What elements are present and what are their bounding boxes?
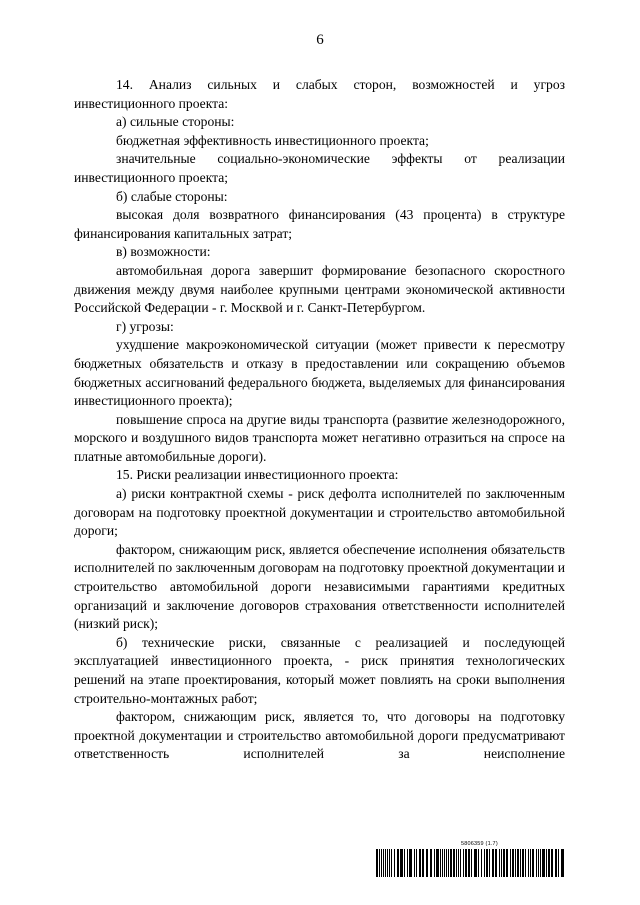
barcode-bar (503, 849, 505, 877)
barcode-bar (448, 849, 449, 877)
barcode-bar (463, 849, 464, 877)
barcode-bar (397, 849, 399, 877)
paragraph-strengths-label: а) сильные стороны: (116, 114, 235, 130)
barcode-bar (538, 849, 539, 877)
paragraph-risk-a-mitigation: фактором, снижающим риск, является обеспечение исполнения обязательств исполнителей по заключенным договорам на подготовку проектной документации и строительство автомобильной дороги независимыми гарантиями кредитных организаций и заключение договоров страхования ответственности исполнителей (низкий риск); (74, 541, 565, 632)
barcode-bar (436, 849, 439, 877)
barcode-bar (525, 849, 526, 877)
paragraph-risk-b-mitigation: фактором, снижающим риск, является то, что договоры на подготовку проектной документации и строительство автомобильной дороги предусматривают ответственность исполнителей за неисполнение (74, 709, 565, 762)
barcode-bar (419, 849, 421, 877)
paragraph-heading-15: 15. Риски реализации инвестиционного проекта: (116, 467, 399, 483)
barcode-bar (426, 849, 428, 877)
barcode-bar (385, 849, 386, 877)
barcode-bar (381, 849, 382, 877)
barcode-bar (555, 849, 557, 877)
barcode-bar (506, 849, 508, 877)
barcode-bar (394, 849, 395, 877)
barcode-bar (489, 849, 490, 877)
barcode-bar (510, 849, 511, 877)
barcode-bar (536, 849, 537, 877)
barcode-bar (430, 849, 432, 877)
barcode-bar (460, 849, 461, 877)
barcode-bar (416, 849, 417, 877)
barcode-bar (434, 849, 435, 877)
barcode-bar (542, 849, 545, 877)
barcode-bar (450, 849, 452, 877)
document-code: 5806359 (1.7) (461, 841, 498, 847)
barcode-bar (546, 849, 547, 877)
paragraph-risk-b: б) технические риски, связанные с реализацией и последующей эксплуатацией инвестиционного проекта, - риск принятия технологических решений на этапе проектирования, который может повлиять на сроки выполнения строительно-монтажных работ; (74, 634, 565, 706)
barcode-bar (409, 849, 412, 877)
barcode-bar (478, 849, 479, 877)
barcode-bar (512, 849, 514, 877)
barcode-bar (465, 849, 467, 877)
barcode-bar (453, 849, 455, 877)
barcode-bar (442, 849, 443, 877)
paragraph-strength-1: бюджетная эффективность инвестиционного проекта; (116, 132, 429, 148)
barcode-bar (376, 849, 378, 877)
barcode-bar (474, 849, 477, 877)
paragraph-threat-2: повышение спроса на другие виды транспорта (развитие железнодорожного, морского и воздушного видов транспорта может негативно отразиться на спросе на платные автомобильные дороги). (74, 411, 565, 464)
barcode-bar (530, 849, 531, 877)
barcode-bar (383, 849, 384, 877)
barcode-bar (458, 849, 459, 877)
barcode-bar (495, 849, 497, 877)
barcode-bar (440, 849, 441, 877)
barcode-bar (456, 849, 457, 877)
paragraph-threat-1: ухудшение макроэкономической ситуации (может привести к пересмотру бюджетных обязательств и отказу в предоставлении или сокращению объемов бюджетных ассигнований федерального бюджета, выделяемых для финансирования инвестиционного проекта); (74, 337, 565, 409)
barcode-bar (486, 849, 488, 877)
barcode-bar (558, 849, 559, 877)
barcode-bar (501, 849, 502, 877)
barcode-bar (520, 849, 521, 877)
paragraph-threats-label: г) угрозы: (116, 318, 174, 334)
barcode-bar (422, 849, 424, 877)
page-number: 6 (316, 32, 324, 48)
barcode-bar (548, 849, 550, 877)
paragraph-heading-14: 14. Анализ сильных и слабых сторон, возможностей и угроз инвестиционного проекта: (74, 77, 565, 111)
barcode-bar (468, 849, 470, 877)
barcode-bar (444, 849, 445, 877)
barcode-icon (376, 849, 566, 877)
barcode-bar (407, 849, 408, 877)
barcode-bar (389, 849, 390, 877)
barcode-bar (391, 849, 392, 877)
barcode-bar (532, 849, 534, 877)
barcode-bar (414, 849, 415, 877)
barcode-bar (517, 849, 519, 877)
barcode-bar (492, 849, 494, 877)
paragraph-opportunity-1: автомобильная дорога завершит формирование безопасного скоростного движения между двумя наиболее крупными центрами экономической активности Российской Федерации - г. Москвой и г. Санкт-Петербургом. (74, 262, 565, 316)
barcode-bar (481, 849, 482, 877)
barcode-bar (471, 849, 472, 877)
barcode-bar (522, 849, 524, 877)
paragraph-strength-2: значительные социально-экономические эффекты от реализации инвестиционного проекта; (74, 151, 565, 185)
barcode-bar (515, 849, 516, 877)
barcode-bar (484, 849, 485, 877)
paragraph-weakness-1: высокая доля возвратного финансирования (43 процента) в структуре финансирования капитальных затрат; (74, 207, 565, 241)
barcode-bar (499, 849, 500, 877)
barcode-bar (400, 849, 403, 877)
document-body (74, 76, 565, 764)
barcode-bar (540, 849, 541, 877)
paragraph-opportunities-label: в) возможности: (116, 244, 211, 260)
barcode-bar (446, 849, 447, 877)
barcode-bar (387, 849, 388, 877)
barcode-bar (404, 849, 405, 877)
barcode-bar (379, 849, 380, 877)
barcode-bar (528, 849, 529, 877)
barcode-bar (561, 849, 564, 877)
paragraph-weaknesses-label: б) слабые стороны: (116, 188, 228, 204)
paragraph-risk-a: а) риски контрактной схемы - риск дефолта исполнителей по заключенным договорам на подготовку проектной документации и строительство автомобильной дороги; (74, 486, 565, 539)
barcode-bar (551, 849, 553, 877)
